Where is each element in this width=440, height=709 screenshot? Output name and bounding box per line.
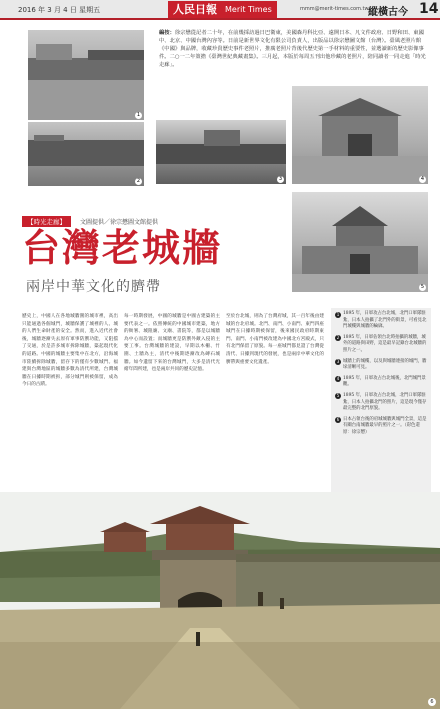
editor-note-label: 編按：: [159, 30, 175, 36]
caption-text: 日本占領台後的府城城牆與城門全景，這是有關台南城牆最早的照片之一。（彩色還原：徐宗懋）: [343, 416, 427, 435]
editor-note: [159, 29, 427, 69]
photo-number: 2: [136, 178, 141, 184]
caption-text: 1895 年，日軍攻占台北城後，北門城門景觀。: [343, 375, 426, 388]
caption-number: 4: [336, 376, 340, 382]
caption-item: [335, 359, 427, 372]
caption-number: 1: [336, 311, 340, 317]
caption-item: [335, 417, 427, 437]
caption-item: [335, 335, 427, 355]
section-tag: 【時光走廊】: [22, 216, 71, 227]
page-header: [0, 0, 440, 20]
article-column-1: 歷史上，中國人在各地城牆圍的城市裡，高出只能通過各個城門，城牆保護了城裡的人、城的人們生命財產的安全。然而，進入近代社會後，城牆逐漸失去原有軍事防禦功能，又阻擋了交通，於是許多城市拆除城牆，築起現代化的道路。中國的城牆主要集中在北方，沿海城市陸續拆除城牆，留存下的僅有少數城門。福建與台灣地區的城牆多數為清代所建，台灣城牆在日據時期被拆，部分城門則被保留，成為今日的古蹟。: [22, 314, 118, 388]
photo-number: 5: [420, 284, 425, 290]
photo-1-image: [28, 30, 144, 120]
photo-6-city-gate: [0, 492, 440, 709]
contact-email: mmm@merit-times.com.tw: [300, 6, 369, 12]
caption-number: 5: [336, 393, 340, 399]
page-number: 14: [419, 1, 439, 17]
caption-item: [335, 311, 427, 331]
issue-date: 2016 年 3 月 4 日 星期五: [18, 6, 101, 14]
photo-1: [28, 30, 144, 120]
caption-text: 1895 年，日軍攻占台北城，北門口軍隊駐紮，日本人拍攝北門的照片，這是現今僅存最完整的北門原貌。: [343, 392, 427, 412]
caption-text: 1895 年，日軍佔領台北時拍攝的城牆，城外的道路與田野，這是最早記錄台北城牆的照片之一。: [343, 334, 427, 353]
section-name: 縱橫古今: [368, 7, 408, 18]
caption-text: 城牆上的城樓，以及與城牆連接的城門，牆垛清晰可見。: [343, 358, 427, 371]
photo-captions: [331, 308, 431, 504]
photo-number: 3: [278, 176, 283, 182]
photo-3-image: [156, 120, 286, 184]
photo-5: [292, 192, 428, 292]
caption-item: [335, 393, 427, 413]
article-byline: 文圖提供／徐宗懋圖文館提供: [80, 219, 159, 226]
photo-5-image: [292, 192, 428, 292]
photo-4-image: [292, 86, 428, 184]
editor-note-text: 徐宗懋從記者二十年，在前幾採訪過日巴衛東，美國森丹科比亞、遠開日本、凡文件政府、日野和田、東國中、北京、中國台灣內容等。日前是新世界文化有限公司負責人，出版品以徐宗懋圖文館（台灣）。臺風老照片館《中國》與品牌，收藏珍貴歷史事件老照片，推廣老照片背後代歷史第一手材料的重要性，並選讀新的歷史影像事件。二○一二年策擔《臺灣世紀典藏畫集》。三月起，本版於每周五刊出他珍藏的老照片，陪同讀者一同走進「時光走廊」。: [159, 30, 426, 68]
photo-3: [156, 120, 286, 184]
photo-2: [28, 122, 144, 186]
article-subtitle: 兩岸中華文化的臍帶: [26, 279, 161, 295]
photo-number: 6: [428, 698, 436, 706]
caption-number: 2: [336, 335, 340, 341]
article-column-3: 至於台北城，則為了台灣府城，其一百年後由建城的台北府城。北門、南門、小南門、東門四座城門在日據時期被保留，後來國民政府時期東門、南門、小南門被改建為中國北方宮殿式，只有北門保留了原貌。每一座城門都見證了台灣從清代、日據到現代的發展，也是兩岸中華文化的臍帶與重要文化遺產。: [226, 314, 324, 365]
caption-item: [335, 376, 427, 389]
photo-number: 4: [420, 176, 425, 182]
article-title: 台灣老城牆: [22, 226, 223, 270]
article-column-2: 每一時期發展，中國的城牆是中國古建築的主要代表之一。依照傳統的中國城市建築，地方的衙署、城隍廟、文廟、書院等，都是以城牆為中心而設置；而城牆更是防禦外敵入侵的主要工事。台灣城牆的建設，早期以木柵、竹圍、土牆為主，清代中後期逐漸改為磚石城牆。如今遺留下來的台灣城門，大多是清代光緒年間所建，也是兩岸共同的歷史記憶。: [124, 314, 220, 373]
photo-4: [292, 86, 428, 184]
caption-number: 6: [336, 417, 340, 423]
newspaper-english-name: Merit Times: [220, 1, 277, 18]
newspaper-logo: 人民日報: [168, 1, 222, 18]
photo-number: 1: [136, 112, 141, 118]
photo-2-image: [28, 122, 144, 186]
caption-text: 1895 年，日軍攻占台北城，北門口軍隊駐紮，日本人拍攝了北門外的街景，可看見北門城樓與城牆的輪廓。: [343, 311, 427, 330]
city-gate-illustration: [0, 492, 440, 709]
caption-number: 3: [336, 359, 340, 365]
